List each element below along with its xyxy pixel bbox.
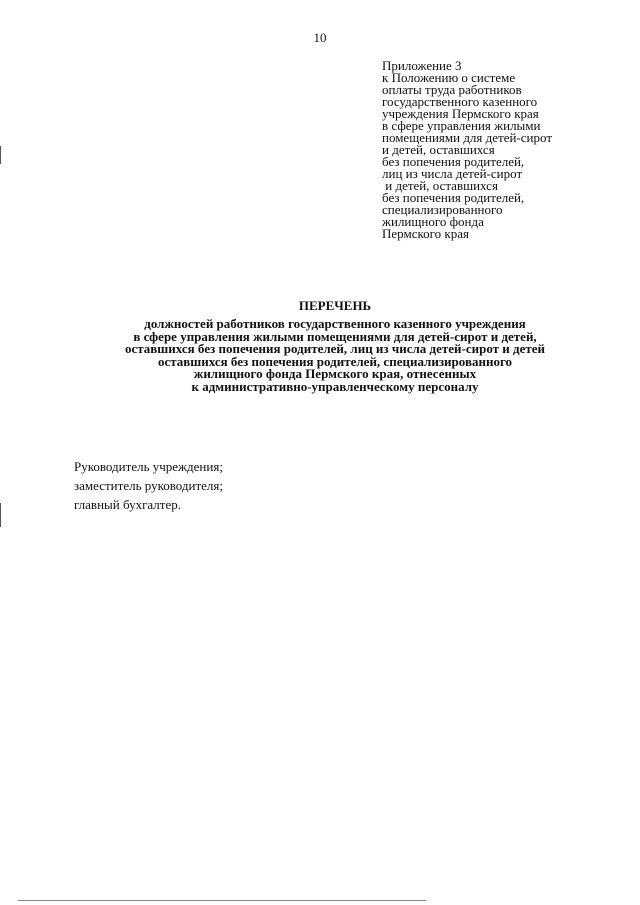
appendix-line: к Положению о системе [382, 70, 516, 85]
appendix-line: помещениями для детей-сирот [382, 130, 553, 145]
appendix-line: без попечения родителей, [382, 190, 525, 205]
appendix-line: Пермского края [382, 226, 469, 241]
appendix-line: Приложение 3 [382, 58, 462, 73]
page-number: 10 [313, 30, 327, 45]
subtitle-line: должностей работников государственного казенного учреждения [144, 316, 526, 331]
margin-scan-mark [0, 146, 1, 164]
appendix-line: жилищного фонда [382, 214, 484, 229]
margin-scan-mark [0, 503, 1, 527]
subtitle-line: к административно-управленческому персоналу [191, 378, 479, 394]
subtitle-line: оставшихся без попечения родителей, лиц из числа детей-сирот и детей [124, 341, 546, 357]
appendix-line: и детей, оставшихся [382, 142, 495, 157]
subtitle-line: жилищного фонда Пермского края, отнесенных [193, 366, 477, 382]
position-item: заместитель руководителя; [74, 478, 224, 493]
subtitle-line: в сфере управления жилыми помещениями для детей-сирот и детей, [133, 328, 537, 344]
appendix-line: без попечения родителей, [382, 154, 525, 169]
appendix-line: оплаты труда работников [382, 82, 522, 97]
appendix-line: в сфере управления жилыми [382, 118, 541, 133]
subtitle-line: оставшихся без попечения родителей, специализированного [157, 353, 513, 369]
appendix-line: лиц из числа детей-сирот [382, 166, 523, 181]
appendix-line: государственного казенного [382, 94, 538, 109]
position-item: Руководитель учреждения; [74, 459, 223, 474]
appendix-line: специализированного [382, 202, 503, 217]
document-subtitle [60, 318, 610, 394]
footer-rule [18, 900, 426, 901]
appendix-line: и детей, оставшихся [382, 178, 498, 193]
appendix-line: учреждения Пермского края [382, 106, 539, 121]
document-title: ПЕРЕЧЕНЬ [298, 298, 372, 313]
positions-list [74, 457, 394, 514]
appendix-block [382, 60, 632, 240]
position-item: главный бухгалтер. [74, 497, 181, 512]
